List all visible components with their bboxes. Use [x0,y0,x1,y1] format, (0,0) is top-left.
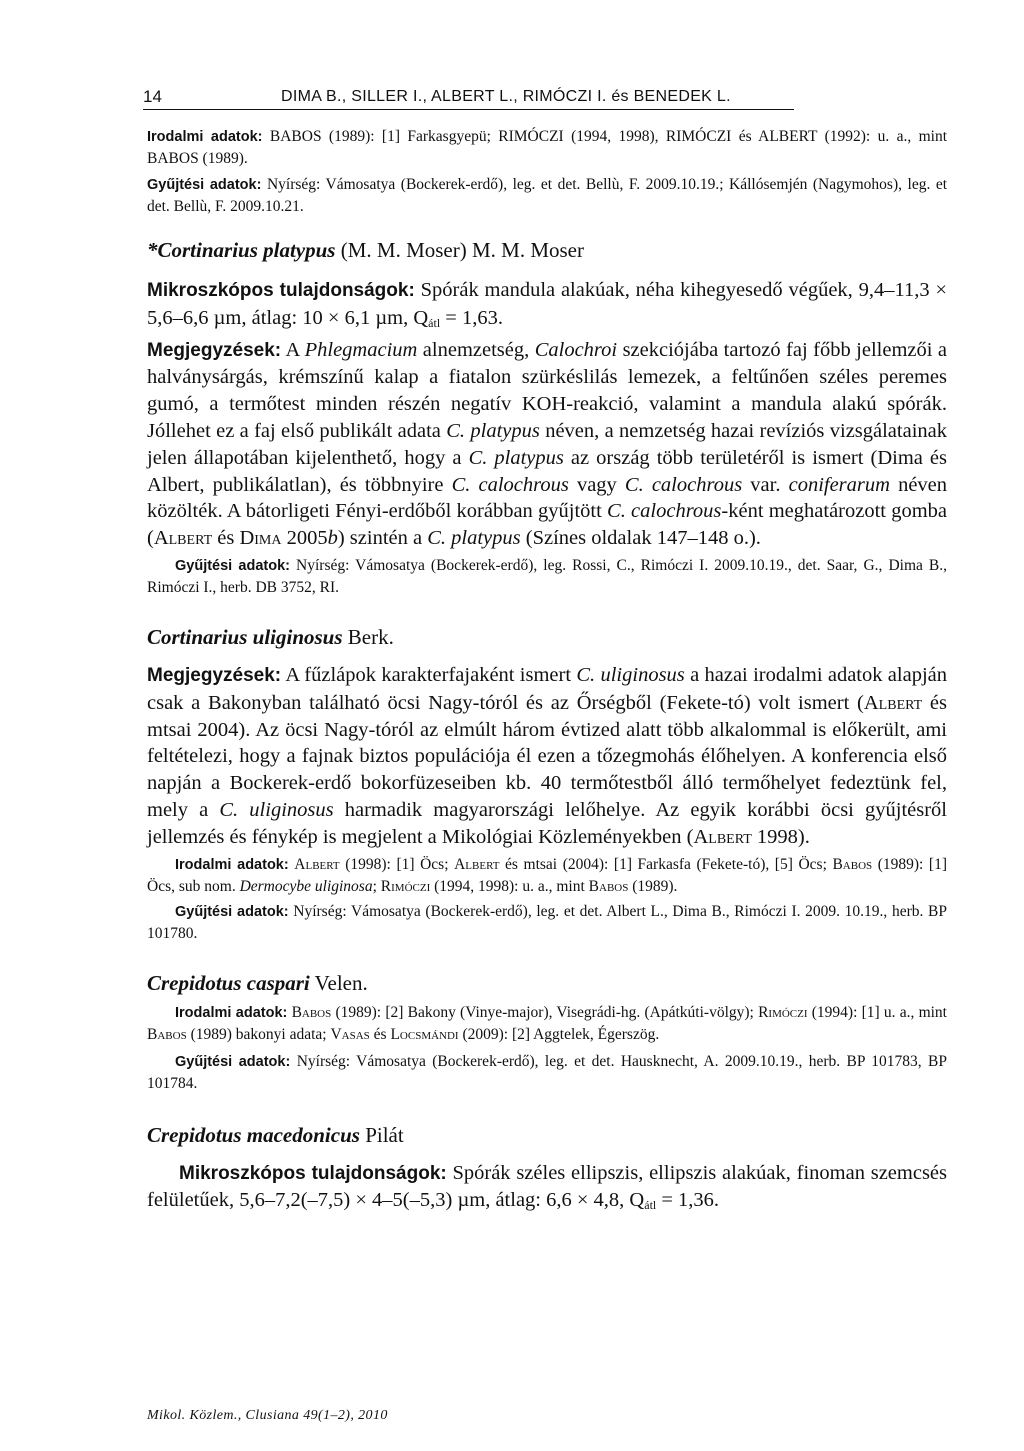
species-author: Berk. [347,624,394,649]
collection-label: Gyűjtési adatok: [147,177,262,193]
species-name: Crepidotus caspari [147,970,310,995]
collection-label: Gyűjtési adatok: [175,903,289,920]
q-subscript: átl [644,1198,657,1213]
collection-text: Nyírség: Vámosatya (Bockerek-erdő), leg. Rossi, C., Rimóczi I. 2009.10.19., det. Saar, G., Dima B., Rimóczi I., herb. DB 3752, RI. [147,556,948,596]
running-header [143,88,794,110]
uliginosus-collection [147,901,947,944]
collection-text: Nyírség: Vámosatya (Bockerek-erdő), leg. et det. Bellù, F. 2009.10.19.; Kállósemjén (Nagymohos), leg. et det. Bellù, F. 2009.10.21. [147,176,948,215]
page-number: 14 [143,87,162,106]
uliginosus-literature: Irodalmi adatok: Albert (1998): [1] Öcs; Albert és mtsai (2004): [1] Farkasfa (Fekete-tó), [5] Öcs; Babos (1989): [1] Öcs, sub nom. Dermocybe uliginosa; Rimóczi (1994, 1998): u. a., mint Babos (1989). [147,855,947,895]
species-author: Pilát [365,1122,404,1147]
literature-label: Irodalmi adatok: [147,129,263,145]
platypus-microscopy [147,277,947,337]
microscopy-tail: = 1,63. [440,306,503,329]
species-name: Crepidotus macedonicus [147,1122,360,1147]
notes-label: Megjegyzések: [147,664,282,686]
macedonicus-microscopy [147,1160,947,1220]
species-name: *Cortinarius platypus [147,238,336,262]
species-name: Cortinarius uliginosus [147,624,343,649]
species-author: (M. M. Moser) M. M. Moser [340,238,584,262]
microscopy-label: Mikroszkópos tulajdonságok: [179,1162,447,1184]
collection-text: Nyírség: Vámosatya (Bockerek-erdő), leg. et det. Albert L., Dima B., Rimóczi I. 2009. 10.19., herb. BP 101780. [147,902,948,942]
uliginosus-notes: Megjegyzések: A fűzlápok karakterfajaként ismert C. uliginosus a hazai irodalmi adatok alapján csak a Bakonyban található öcsi Nagy-tóról és az Őrségből (Fekete-tó) volt ismert (Albert és mtsai 2004). Az öcsi Nagy-tóról az elmúlt három évtized alatt több alkalommal is előkerült, ami feltételezi, hogy a fajnak biztos populációja él ezen a tőzegmohás élőhelyen. A konferencia első napján a Bockerek-erdő bokorfüzeseiben kb. 40 termőtestből álló termőhelyet fedeztünk fel, mely a C. uliginosus harmadik magyarországi lelőhelye. Az egyik korábbi öcsi gyűjtésről jellemzés és fénykép is megjelent a Mikológiai Közleményekben (Albert 1998). [147,663,948,848]
literature-text: BABOS (1989): [1] Farkasgyepü; RIMÓCZI (1994, 1998), RIMÓCZI és ALBERT (1992): u. a., mint BABOS (1989). [147,128,948,167]
microscopy-tail: = 1,36. [656,1189,720,1212]
microscopy-label: Mikroszkópos tulajdonságok: [147,280,415,301]
platypus-notes: Megjegyzések: A Phlegmacium alnemzetség, Calochroi szekciójába tartozó faj főbb jellemzői a halványsárgás, krémszínű kalap a fiatalon szürkéslilás lemezek, a feltűnően széles peremes gumó, a termőtest minden részén negatív KOH-reakció, valamint a mandula alakú spórák. Jóllehet ez a faj első publikált adata C. platypus néven, a nemzetség hazai revíziós vizsgálatainak jelen állapotában kijelenthető, hogy a C. platypus az ország több területéről is ismert (Dima és Albert, publikálatlan), és többnyire C. calochrous vagy C. calochrous var. coniferarum néven közölték. A bátorligeti Fényi-erdőből korábban gyűjtött C. calochrous-ként meghatározott gomba (Albert és Dima 2005b) szintén a C. platypus (Színes oldalak 147–148 o.). [147,338,948,550]
collection-label: Gyűjtési adatok: [175,1053,291,1070]
platypus-collection [147,555,947,598]
header-authors: DIMA B., SILLER I., ALBERT L., RIMÓCZI I. és BENEDEK L. [281,88,731,105]
notes-label: Megjegyzések: [147,339,282,361]
species-heading-platypus [147,237,947,263]
journal-citation: Mikol. Közlem., Clusiana 49(1–2), 2010 [147,1408,388,1423]
collection-text: Nyírség: Vámosatya (Bockerek-erdő), leg. et det. Hausknecht, A. 2009.10.19., herb. BP 101783, BP 101784. [147,1052,947,1092]
microscopy-text: Spórák széles ellipszis, ellipszis alakúak, finoman szemcsés felületűek, 5,6–7,2(–7,5) × 4–5(–5,3) µm, átlag: 6,6 × 4,8, Q [147,1161,947,1212]
page-body [143,87,948,1219]
species-heading-caspari [147,970,947,996]
species-heading-macedonicus [147,1122,947,1148]
species-author: Velen. [314,970,368,995]
literature-label: Irodalmi adatok: [175,1004,288,1021]
microscopy-text: Spórák mandula alakúak, néha kihegyesedő végűek, 9,4–11,3 × 5,6–6,6 µm, átlag: 10 × 6,1 µm, Q [147,279,947,329]
collection-label: Gyűjtési adatok: [175,557,290,574]
prev-literature [147,126,947,169]
q-subscript: átl [428,315,441,330]
prev-collection [147,174,947,217]
species-heading-uliginosus [147,624,947,650]
literature-label: Irodalmi adatok: [175,856,289,873]
caspari-literature: Irodalmi adatok: Babos (1989): [2] Bakony (Vinye-major), Visegrádi-hg. (Apátkúti-völgy); Rimóczi (1994): [1] u. a., mint Babos (1989) bakonyi adata; Vasas és Locsmándi (2009): [2] Aggtelek, Égerszög. [147,1003,947,1043]
caspari-collection [147,1051,947,1094]
